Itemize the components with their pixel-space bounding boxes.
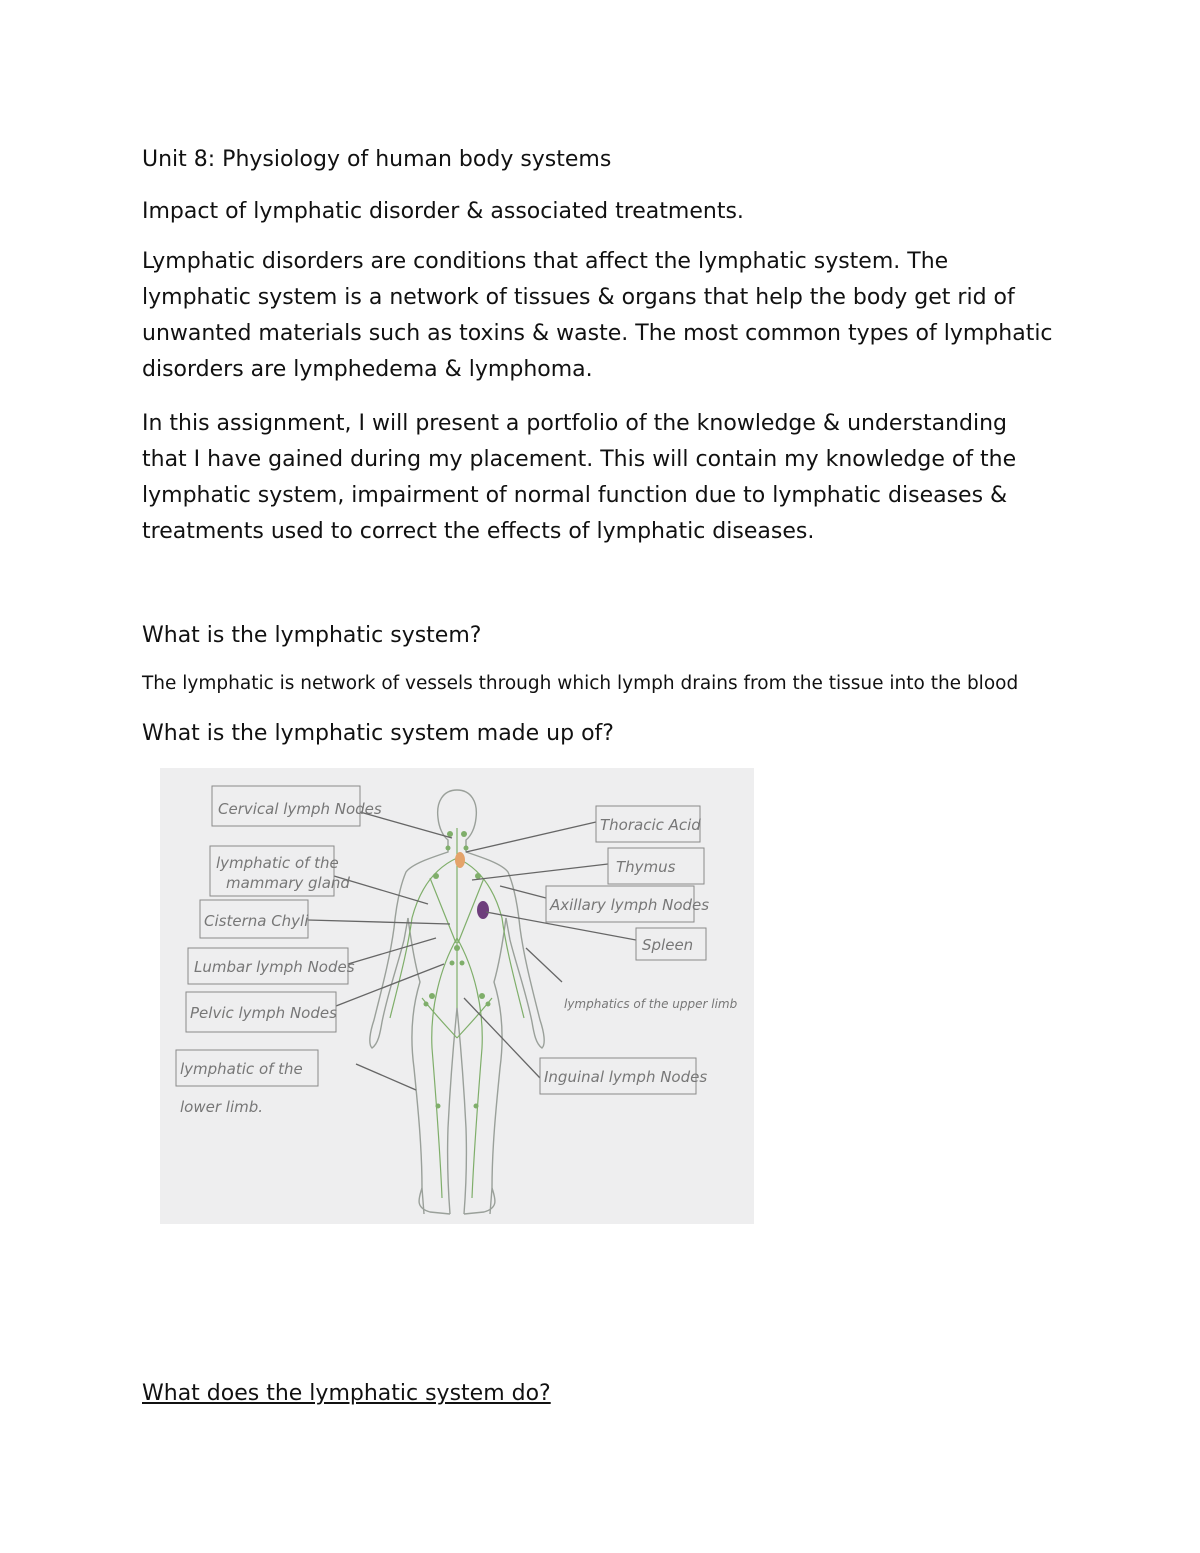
question-what-is: What is the lymphatic system? [142,623,482,648]
label-lumbar: Lumbar lymph Nodes [194,958,355,976]
answer-what-is: The lymphatic is network of vessels through which lymph drains from the tissue into the blood [142,673,1019,694]
label-axillary: Axillary lymph Nodes [550,896,710,914]
question-what-does: What does the lymphatic system do? [142,1381,551,1406]
assignment-line: In this assignment, I will present a portfolio of the knowledge & understanding [142,411,1008,436]
assignment-paragraph [142,406,1102,550]
label-thoracic: Thoracic Acid [600,816,701,834]
label-thymus: Thymus [616,858,676,876]
label-mammary-2: mammary gland [226,874,350,892]
document-subtitle: Impact of lymphatic disorder & associated treatments. [142,199,744,224]
question-made-up-of: What is the lymphatic system made up of? [142,721,614,746]
assignment-line: that I have gained during my placement. This will contain my knowledge of the [142,447,1017,472]
document-title: Unit 8: Physiology of human body systems [142,147,612,172]
label-pelvic: Pelvic lymph Nodes [190,1004,337,1022]
label-upper-limb: lymphatics of the upper limb [564,997,738,1011]
spleen-shape [477,901,489,919]
assignment-line: treatments used to correct the effects of lymphatic diseases. [142,519,815,544]
label-lower-limb-2: lower limb. [180,1098,264,1116]
label-inguinal: Inguinal lymph Nodes [544,1068,708,1086]
label-mammary-1: lymphatic of the [216,854,339,872]
lymphatic-diagram [160,768,754,1224]
intro-line: lymphatic system is a network of tissues & organs that help the body get rid of [142,285,1015,310]
lymphatic-diagram-svg [160,768,754,1224]
label-spleen: Spleen [642,936,694,954]
thymus-shape [455,852,465,868]
label-cervical: Cervical lymph Nodes [218,800,382,818]
intro-line: unwanted materials such as toxins & waste. The most common types of lymphatic [142,321,1053,346]
label-cisterna: Cisterna Chyli [204,912,309,930]
intro-line: Lymphatic disorders are conditions that affect the lymphatic system. The [142,249,949,274]
assignment-line: lymphatic system, impairment of normal function due to lymphatic diseases & [142,483,1008,508]
intro-line: disorders are lymphedema & lymphoma. [142,357,593,382]
label-lower-limb-1: lymphatic of the [180,1060,303,1078]
intro-paragraph [142,244,1102,388]
